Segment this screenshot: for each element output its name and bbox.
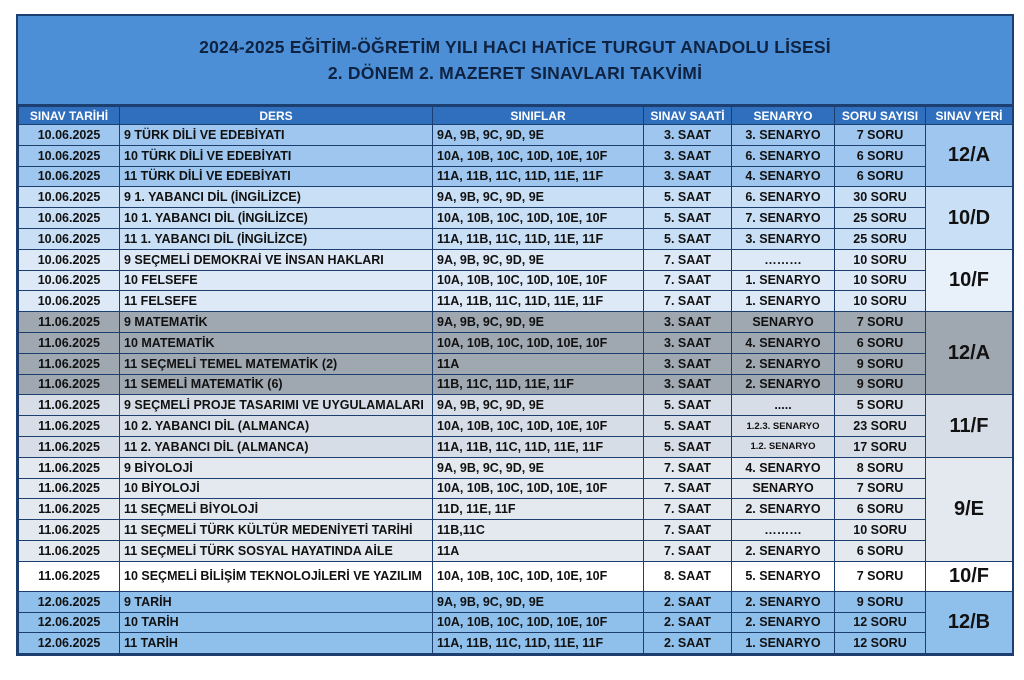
cell-course: 11 FELSEFE [120,291,433,312]
table-row [19,353,1013,374]
cell-questions: 5 SORU [835,395,926,416]
cell-course: 11 SEÇMELİ TÜRK SOSYAL HAYATINDA AİLE [120,540,433,561]
cell-location: 9/E [926,457,1013,561]
table-row [19,228,1013,249]
cell-scenario: 2. SENARYO [732,612,835,633]
cell-date: 11.06.2025 [19,478,120,499]
cell-scenario: 3. SENARYO [732,228,835,249]
cell-date: 12.06.2025 [19,612,120,633]
cell-period: 5. SAAT [644,208,732,229]
cell-period: 7. SAAT [644,478,732,499]
cell-period: 7. SAAT [644,249,732,270]
cell-course: 10 TÜRK DİLİ VE EDEBİYATI [120,145,433,166]
cell-period: 7. SAAT [644,520,732,541]
cell-period: 8. SAAT [644,561,732,591]
cell-course: 9 TÜRK DİLİ VE EDEBİYATI [120,125,433,146]
table-row [19,291,1013,312]
table-row [19,125,1013,146]
cell-location: 10/F [926,561,1013,591]
cell-date: 11.06.2025 [19,416,120,437]
cell-questions: 8 SORU [835,457,926,478]
cell-course: 11 SEMELİ MATEMATİK (6) [120,374,433,395]
cell-classes: 10A, 10B, 10C, 10D, 10E, 10F [433,416,644,437]
cell-period: 3. SAAT [644,332,732,353]
cell-questions: 6 SORU [835,145,926,166]
cell-period: 2. SAAT [644,591,732,612]
cell-course: 10 2. YABANCI DİL (ALMANCA) [120,416,433,437]
cell-scenario: 2. SENARYO [732,591,835,612]
cell-classes: 11B, 11C, 11D, 11E, 11F [433,374,644,395]
cell-date: 10.06.2025 [19,145,120,166]
cell-questions: 9 SORU [835,374,926,395]
cell-classes: 11A [433,353,644,374]
table-row [19,312,1013,333]
cell-questions: 12 SORU [835,633,926,654]
cell-date: 11.06.2025 [19,353,120,374]
cell-period: 3. SAAT [644,353,732,374]
cell-date: 11.06.2025 [19,312,120,333]
cell-period: 2. SAAT [644,612,732,633]
cell-scenario: 2. SENARYO [732,374,835,395]
cell-scenario: 1. SENARYO [732,291,835,312]
cell-date: 10.06.2025 [19,291,120,312]
cell-classes: 11A, 11B, 11C, 11D, 11E, 11F [433,166,644,187]
schedule-body [19,125,1013,654]
cell-classes: 9A, 9B, 9C, 9D, 9E [433,312,644,333]
cell-scenario: 6. SENARYO [732,187,835,208]
cell-course: 11 1. YABANCI DİL (İNGİLİZCE) [120,228,433,249]
cell-classes: 11A, 11B, 11C, 11D, 11E, 11F [433,633,644,654]
cell-scenario: 4. SENARYO [732,332,835,353]
cell-questions: 25 SORU [835,208,926,229]
cell-scenario: 2. SENARYO [732,540,835,561]
header-period: SINAV SAATİ [644,107,732,125]
header-questions: SORU SAYISI [835,107,926,125]
cell-date: 10.06.2025 [19,270,120,291]
table-row [19,416,1013,437]
cell-course: 10 FELSEFE [120,270,433,291]
header-date: SINAV TARİHİ [19,107,120,125]
cell-classes: 10A, 10B, 10C, 10D, 10E, 10F [433,145,644,166]
table-row [19,249,1013,270]
cell-scenario: ……… [732,249,835,270]
cell-scenario: 2. SENARYO [732,499,835,520]
cell-date: 11.06.2025 [19,436,120,457]
cell-date: 11.06.2025 [19,457,120,478]
cell-date: 10.06.2025 [19,166,120,187]
cell-questions: 10 SORU [835,270,926,291]
cell-course: 11 SEÇMELİ BİYOLOJİ [120,499,433,520]
table-row [19,520,1013,541]
schedule-table [18,106,1013,654]
cell-course: 9 1. YABANCI DİL (İNGİLİZCE) [120,187,433,208]
table-row [19,478,1013,499]
cell-period: 2. SAAT [644,633,732,654]
cell-questions: 6 SORU [835,166,926,187]
table-row [19,145,1013,166]
cell-course: 10 BİYOLOJİ [120,478,433,499]
cell-scenario: 1.2. SENARYO [732,436,835,457]
cell-scenario: 1. SENARYO [732,633,835,654]
cell-date: 11.06.2025 [19,540,120,561]
table-row [19,612,1013,633]
cell-questions: 7 SORU [835,561,926,591]
cell-date: 11.06.2025 [19,332,120,353]
table-row [19,270,1013,291]
cell-classes: 11B,11C [433,520,644,541]
cell-date: 12.06.2025 [19,591,120,612]
table-row [19,633,1013,654]
cell-course: 9 SEÇMELİ PROJE TASARIMI VE UYGULAMALARI [120,395,433,416]
cell-scenario: ..... [732,395,835,416]
cell-course: 11 TARİH [120,633,433,654]
cell-location: 11/F [926,395,1013,457]
cell-period: 5. SAAT [644,436,732,457]
cell-questions: 9 SORU [835,591,926,612]
cell-course: 11 SEÇMELİ TEMEL MATEMATİK (2) [120,353,433,374]
cell-period: 5. SAAT [644,228,732,249]
cell-period: 7. SAAT [644,291,732,312]
cell-location: 10/F [926,249,1013,311]
cell-classes: 11A, 11B, 11C, 11D, 11E, 11F [433,228,644,249]
cell-course: 10 SEÇMELİ BİLİŞİM TEKNOLOJİLERİ VE YAZILIM [120,561,433,591]
cell-classes: 10A, 10B, 10C, 10D, 10E, 10F [433,478,644,499]
table-row [19,591,1013,612]
cell-period: 7. SAAT [644,457,732,478]
cell-scenario: 4. SENARYO [732,166,835,187]
cell-date: 11.06.2025 [19,520,120,541]
table-row [19,540,1013,561]
exam-schedule-sheet [16,14,1014,656]
table-row [19,332,1013,353]
cell-questions: 10 SORU [835,291,926,312]
cell-course: 9 TARİH [120,591,433,612]
cell-scenario: 1. SENARYO [732,270,835,291]
cell-questions: 25 SORU [835,228,926,249]
cell-date: 10.06.2025 [19,125,120,146]
cell-classes: 11A, 11B, 11C, 11D, 11E, 11F [433,291,644,312]
title-line-2: 2. DÖNEM 2. MAZERET SINAVLARI TAKVİMİ [327,63,703,83]
cell-course: 10 TARİH [120,612,433,633]
header-row [19,107,1013,125]
cell-period: 7. SAAT [644,499,732,520]
table-row [19,208,1013,229]
cell-classes: 10A, 10B, 10C, 10D, 10E, 10F [433,561,644,591]
cell-course: 10 1. YABANCI DİL (İNGİLİZCE) [120,208,433,229]
cell-classes: 9A, 9B, 9C, 9D, 9E [433,591,644,612]
cell-questions: 6 SORU [835,540,926,561]
header-scenario: SENARYO [732,107,835,125]
cell-scenario: SENARYO [732,312,835,333]
cell-classes: 10A, 10B, 10C, 10D, 10E, 10F [433,270,644,291]
table-row [19,457,1013,478]
cell-date: 10.06.2025 [19,187,120,208]
cell-questions: 23 SORU [835,416,926,437]
cell-period: 3. SAAT [644,166,732,187]
cell-location: 10/D [926,187,1013,249]
cell-classes: 9A, 9B, 9C, 9D, 9E [433,125,644,146]
cell-date: 10.06.2025 [19,208,120,229]
cell-questions: 10 SORU [835,249,926,270]
cell-scenario: ……… [732,520,835,541]
cell-questions: 17 SORU [835,436,926,457]
cell-course: 9 MATEMATİK [120,312,433,333]
cell-scenario: 7. SENARYO [732,208,835,229]
cell-questions: 6 SORU [835,332,926,353]
cell-date: 11.06.2025 [19,374,120,395]
cell-scenario: 5. SENARYO [732,561,835,591]
table-row [19,561,1013,591]
header-location: SINAV YERİ [926,107,1013,125]
table-row [19,395,1013,416]
cell-date: 12.06.2025 [19,633,120,654]
cell-period: 3. SAAT [644,125,732,146]
cell-classes: 10A, 10B, 10C, 10D, 10E, 10F [433,612,644,633]
cell-course: 11 2. YABANCI DİL (ALMANCA) [120,436,433,457]
cell-course: 9 BİYOLOJİ [120,457,433,478]
header-classes: SINIFLAR [433,107,644,125]
cell-scenario: 2. SENARYO [732,353,835,374]
cell-scenario: SENARYO [732,478,835,499]
cell-period: 7. SAAT [644,270,732,291]
cell-period: 3. SAAT [644,374,732,395]
table-row [19,374,1013,395]
cell-classes: 9A, 9B, 9C, 9D, 9E [433,249,644,270]
cell-questions: 6 SORU [835,499,926,520]
cell-date: 10.06.2025 [19,249,120,270]
cell-scenario: 1.2.3. SENARYO [732,416,835,437]
cell-questions: 10 SORU [835,520,926,541]
cell-classes: 10A, 10B, 10C, 10D, 10E, 10F [433,208,644,229]
table-row [19,499,1013,520]
title-line-1: 2024-2025 EĞİTİM-ÖĞRETİM YILI HACI HATİCE TURGUT ANADOLU LİSESİ [199,37,831,57]
cell-location: 12/B [926,591,1013,653]
cell-period: 3. SAAT [644,145,732,166]
cell-questions: 12 SORU [835,612,926,633]
cell-classes: 9A, 9B, 9C, 9D, 9E [433,395,644,416]
cell-classes: 11A, 11B, 11C, 11D, 11E, 11F [433,436,644,457]
cell-course: 11 SEÇMELİ TÜRK KÜLTÜR MEDENİYETİ TARİHİ [120,520,433,541]
cell-questions: 7 SORU [835,312,926,333]
cell-course: 9 SEÇMELİ DEMOKRAİ VE İNSAN HAKLARI [120,249,433,270]
cell-scenario: 4. SENARYO [732,457,835,478]
table-row [19,436,1013,457]
cell-date: 11.06.2025 [19,395,120,416]
cell-questions: 30 SORU [835,187,926,208]
cell-period: 5. SAAT [644,416,732,437]
cell-course: 11 TÜRK DİLİ VE EDEBİYATI [120,166,433,187]
cell-questions: 9 SORU [835,353,926,374]
cell-classes: 9A, 9B, 9C, 9D, 9E [433,457,644,478]
cell-period: 5. SAAT [644,187,732,208]
cell-classes: 11A [433,540,644,561]
cell-scenario: 3. SENARYO [732,125,835,146]
table-row [19,187,1013,208]
cell-date: 11.06.2025 [19,499,120,520]
cell-questions: 7 SORU [835,478,926,499]
cell-date: 11.06.2025 [19,561,120,591]
cell-questions: 7 SORU [835,125,926,146]
cell-classes: 11D, 11E, 11F [433,499,644,520]
table-row [19,166,1013,187]
cell-date: 10.06.2025 [19,228,120,249]
cell-location: 12/A [926,125,1013,187]
cell-period: 5. SAAT [644,395,732,416]
cell-course: 10 MATEMATİK [120,332,433,353]
cell-location: 12/A [926,312,1013,395]
title-banner [18,16,1012,106]
cell-classes: 10A, 10B, 10C, 10D, 10E, 10F [433,332,644,353]
cell-period: 7. SAAT [644,540,732,561]
cell-period: 3. SAAT [644,312,732,333]
cell-classes: 9A, 9B, 9C, 9D, 9E [433,187,644,208]
header-course: DERS [120,107,433,125]
cell-scenario: 6. SENARYO [732,145,835,166]
